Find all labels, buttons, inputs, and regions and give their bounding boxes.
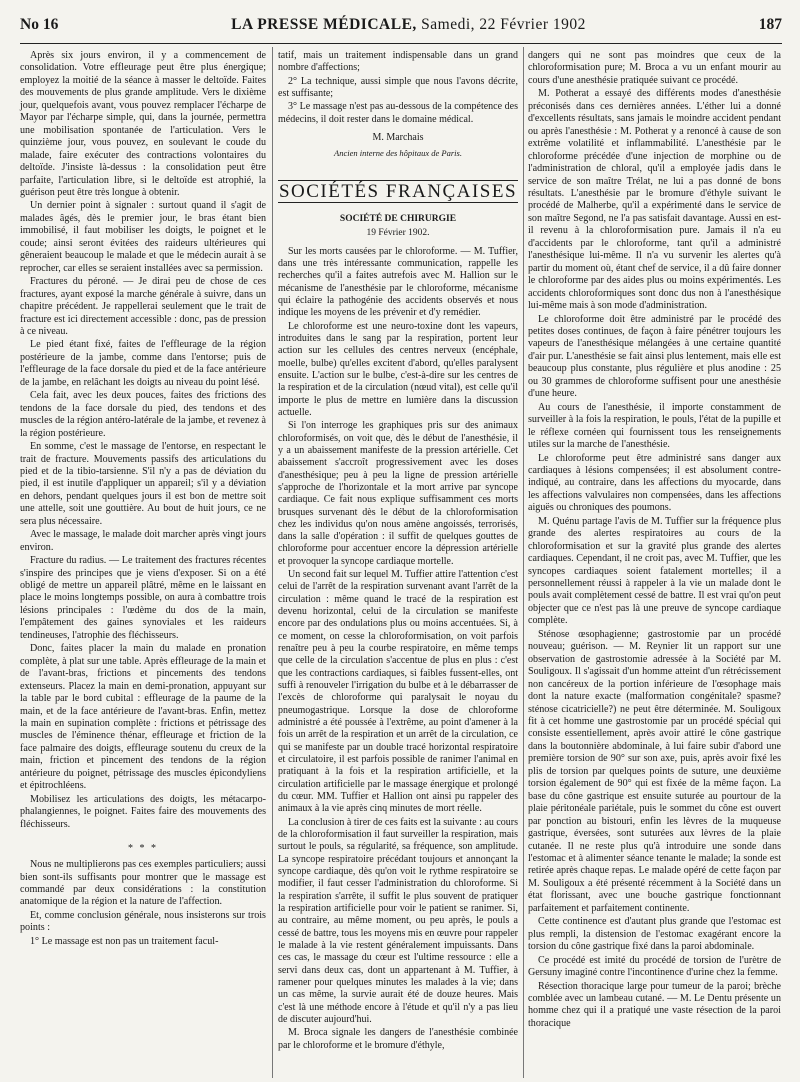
paragraph: Un dernier point à signaler : surtout quand il s'agit de malades âgés, dès le premier jour, le bras étant bien immobilisé, il faut mobiliser les doigts, le poignet et le coude; ainsi seront évitées des raideurs ultérieures qui gêneraient beaucoup le malade et que le médecin aurait à se reprocher, car elles se seraient installées avec sa permission. [20,200,266,274]
page-number: 187 [758,16,782,33]
page-header [20,16,782,42]
paragraph: dangers qui ne sont pas moindres que ceux de la chloroformisation pure; M. Broca a vu un enfant mourir au cours d'une anesthésie pratiquée suivant ce procédé. [528,50,781,86]
paragraph: Sur les morts causées par le chloroforme. — M. Tuffier, dans une très intéressante communication, rappelle les recherches qu'il a faites autrefois avec M. Hallion sur le mécanisme de l'anesthésie par le chloroforme, mécanisme qui éclaire la pathogénie des accidents observés et nous indique les moyens de les prévenir et d'y remédier. [278,245,518,319]
section-banner: SOCIÉTÉS FRANÇAISES [278,180,518,202]
column-divider [272,47,273,1078]
paragraph: Le chloroforme est une neuro-toxine dont les vapeurs, introduites dans le sang par la respiration, portent leur action sur les cellules des centres nerveux (encéphale, moelle, bulbe) qu'elles excitent d'abord, qu'elles paralysent ensuite. L'action sur le bulbe, c'est-à-dire sur les centres de la respiration et de la circulation (nœud vital), est celle qu'il importe le plus de mettre en lumière dans la discussion actuelle. [278,320,518,418]
paragraph: Un second fait sur lequel M. Tuffier attire l'attention c'est celui de l'arrêt de la respiration survenant avant l'arrêt de la circulation : même quand le tracé de la respiration est devenu horizontal, celui de la circulation se manifeste encore par des ondulations plus ou moins accentuées. Si, à ce moment, on cesse la chloroformisation, on voit parfois renaître peu à peu la courbe respiratoire, en même temps que celle de la circulation s'accentue de plus en plus : c'est que les contractions cardiaques, si faibles fussent-elles, ont suffi à renouveler l'irrigation du bulbe et à le débarrasser de l'excès de chloroforme qui paralysait le noyau du pneumogastrique. Lorsque la dose de chloroforme administré a été poussée à l'extrême, au point d'amener à la fois un arrêt de la respiration et un arrêt de la circulation, ce qui se manifeste par un double tracé horizontal respiratoire et circulatoire, il est parfois possible de ranimer l'animal en pratiquant à la fois et la respiration artificielle, et la circulation artificielle par le massage énergique et prolongé du cœur. MM. Tuffier et Hallion ont ainsi pu rappeler des animaux à la vie après cinq minutes de mort réelle. [278,569,518,815]
paragraph: Au cours de l'anesthésie, il importe constamment de surveiller à la fois la respiration, le pouls, l'état de la pupille et le réflexe cornéen qui fournissent tous les renseignements utiles sur la marche de l'anesthésie. [528,401,781,451]
paragraph: Résection thoracique large pour tumeur de la paroi; brèche comblée avec un lambeau cutané. — M. Le Dentu présente un homme chez qui il a pratiqué une vaste résection de la paroi thoracique [528,980,781,1029]
issue-date: Samedi, 22 Février 1902 [416,16,586,33]
column-1 [20,50,266,949]
paragraph: Fracture du radius. — Le traitement des fractures récentes s'inspire des principes que je viens d'exposer. Si on a été obligé de mettre un appareil plâtré, même en le laissant en place le moins longtemps possible, on aura à combattre trois lésions principales : l'œdème du dos de la main, l'empâtement des gaines synoviales et les raideurs tendineuses, l'atrophie des fléchisseurs. [20,555,266,641]
paragraph: 3° Le massage n'est pas au-dessous de la compétence des médecins, il doit rester dans le domaine médical. [278,101,518,125]
paragraph: 1° Le massage est non pas un traitement facul- [30,935,219,947]
author-name: M. Marchais [372,131,424,143]
journal-name: LA PRESSE MÉDICALE, [231,16,417,33]
society-name: SOCIÉTÉ DE CHIRURGIE [339,213,457,224]
paragraph: Et, comme conclusion générale, nous insisterons sur trois points : [20,909,266,934]
paragraph: Cette continence est d'autant plus grande que l'estomac est plus rempli, la distension de l'estomac exagérant encore la torsion du cône gastrique fixé dans la paroi abdominale. [528,916,781,953]
paragraph: Avec le massage, le malade doit marcher après vingt jours environ. [20,529,266,553]
paragraph: Donc, faites placer la main du malade en pronation complète, à plat sur une table. Après effleurage de la main et de l'avant-bras, frictions et pincements des tendons extenseurs. Placez la main en demi-pronation, appuyant sur la table par le bord cubital : effleurage de la paume de la main, et de la face antérieure de l'avant-bras. Enfin, mettez la main en supination complète : frictions et pétrissage des muscles de l'éminence thénar, effleurage et friction de la face palmaire des doigts, effleurage soutenu du creux de la main, friction et pincement des tendons de la région antérieure du poignet, pétrissage des muscles épicondyliens et épitrochléens. [20,643,266,792]
paragraph: Cela fait, avec les deux pouces, faites des frictions des tendons de la face dorsale du pied, des tendons et des muscles de la région antéro-latérale de la jambe, et revenez à la région postérieure. [20,390,266,439]
paragraph: Le chloroforme doit être administré par le procédé des petites doses continues, de façon à faire pénétrer toujours les vapeurs de l'anesthésique mélangées à une certaine quantité d'air pur. L'anesthésie se fait ainsi plus lentement, mais elle est beaucoup plus constante, plus régulière et plus anodine : 25 ou 30 grammes de chloroforme suffisent pour une anesthésie d'une heure. [528,313,781,400]
column-3 [528,50,781,1031]
column-divider [523,47,524,1078]
paragraph: En somme, c'est le massage de l'entorse, en respectant le trait de fracture. Mouvements passifs des articulations du pied et de la tibio-tarsienne. S'il n'y a pas de déviation du pied, il est inutile d'appliquer un appareil; s'il y a déviation en dehors, pendant quelques jours il est bon de mettre soit une attelle, soit une gouttière. Au bout de huit jours, ce ne sera plus nécessaire. [20,441,266,527]
paragraph: Fractures du péroné. — Je dirai peu de chose de ces fractures, ayant exposé la marche générale à suivre, dans un chapitre précédent. Je rappellerai seulement que le trait de fracture est ici directement accessible : donc, pas de pression à ce niveau. [20,276,266,337]
paragraph: Si l'on interroge les graphiques pris sur des animaux chloroformisés, on voit que, dès le début de l'anesthésie, il y a un abaissement manifeste de la pression artérielle. Cet abaissement s'accroît progressivement avec les doses d'anesthésique; peu à peu la ligne de pression artérielle s'approche de l'horizontale et la mort arrive par syncope cardiaque. Ce fait nous explique suffisamment ces morts brusques survenant dès le début de la chloroformisation chez les individus qu'on nous amène angoissés, terrorisés, dans la salle d'opération : il suffit de quelques gouttes de chloroforme pour accentuer encore la dépression artérielle et provoquer la syncope cardiaque mortelle. [278,420,518,567]
paragraph: Sténose œsophagienne; gastrostomie par un procédé nouveau; guérison. — M. Reynier lit un rapport sur une observation de gastrostomie adressée à la Société par M. Souligoux. Il s'agissait d'un homme atteint d'un rétrécissement non cancéreux de la portion inférieure de l'œsophage mais dont la nature exacte (malformation congénitale? spasme? sténose cicatricielle?) ne peut être déterminée. M. Souligoux fit à cet homme une gastrostomie par un procédé spécial qui consiste essentiellement, après avoir attiré le cône gastrique dans la boutonnière abdominale, à lui faire subir d'abord une première torsion de 90° sur son axe, puis, après avoir fixé les plis de torsion par quelques points de suture, une deuxième torsion également de 90° qui est fixée de la même façon. La base du cône gastrique est ensuite suturée au pourtour de la plaie péritonéale pariétale, puis le sommet du cône est ouvert par ponction au bistouri, enfin les lèvres de la muqueuse gastrique, éversées, sont suturées aux lèvres de la plaie cutanée. Il ne reste plus qu'à introduire une sonde dans l'estomac et à alimenter séance tenante le malade; la sonde est retirée après chaque repas. Le malade opéré de cette façon par M. Souligoux a été présenté récemment à la Société dans un état florissant, avec une bouche gastrique fonctionnant parfaitement et parfaitement continente. [528,628,781,914]
paragraph: Le chloroforme peut être administré sans danger aux cardiaques à lésions compensées; il est absolument contre-indiqué, au contraire, dans les affections du myocarde, dans les affections valvulaires non compensées, dans les affections aiguës ou chroniques des poumons. [528,452,781,514]
paragraph: tatif, mais un traitement indispensable dans un grand nombre d'affections; [278,50,518,74]
paragraph: M. Quénu partage l'avis de M. Tuffier sur la fréquence plus grande des alertes respiratoires au cours de la chloroformisation et sur la gravité plus grande des alertes cardiaques. Cependant, il ne croit pas, avec M. Tuffier, que les syncopes cardiaques soient fatalement mortelles; il a personnellement réussi à rappeler à la vie un malade dont le pouls avait complètement cessé de battre. Il est vrai qu'on peut objecter que ce n'est pas là une preuve de syncope cardiaque complète. [528,515,781,627]
paragraph: M. Broca signale les dangers de l'anesthésie combinée par le chloroforme et le bromure d'éthyle, [278,1027,518,1051]
section-separator: * * * [128,843,158,855]
session-date: 19 Février 1902. [366,228,430,239]
column-2 [278,50,518,1053]
paragraph: Mobilisez les articulations des doigts, les métacarpo-phalangiennes, le poignet. Faites faire des mouvements des fléchisseurs. [20,793,266,830]
author-title: Ancien interne des hôpitaux de Paris. [334,148,462,159]
paragraph: 2° La technique, aussi simple que nous l'avons décrite, est suffisante; [278,75,518,99]
paragraph: M. Potherat a essayé des différents modes d'anesthésie préconisés dans ces dernières années. L'éther lui a donné d'excellents résultats, sans jamais le moindre accident pendant ou après l'anesthésie : M. Potherat y a renoncé à cause de son extrême volatilité et inflammabilité. L'anesthésie par le chloroforme précédée d'une injection de morphine ou de l'administration de chloral, qu'il a employée jadis dans le service de son maître Trélat, ne lui a pas donné de bons résultats. L'anesthésie par le bromure d'éthyle suivant le procédé de Malherbe, qu'il a expérimenté dans le service de son maître Segond, ne l'a pas satisfait davantage. Aussi en est-il revenu à la chloroformisation pure. Jamais il n'a eu d'accidents par le chloroforme, tant qu'il a administré l'anesthésique lui-même. Il n'a vu survenir les alertes qu'à partir du moment où, étant chef de service, il a dû faire donner le chloroforme par des aides plus ou moins expérimentés. Les accidents chloroformiques sont donc dus non à l'anesthésique lui-même mais à son mode d'administration. [528,88,781,312]
paragraph: La conclusion à tirer de ces faits est la suivante : au cours de la chloroformisation il faut surveiller la respiration, mais surtout le pouls, sa régularité, sa fréquence, son amplitude. La syncope respiratoire précédant toujours et annonçant la syncope cardiaque, dès qu'on voit le rythme respiratoire se modifier, il faut cesser l'administration du chloroforme. Si la respiration s'arrête, il suffit le plus souvent de pratiquer la respiration artificielle pour voir le patient se ranimer. Si, au contraire, au même moment, ou peu après, le pouls a cessé de battre, tous les moyens mis en œuvre pour rappeler le malade à la vie restent généralement impuissants. Dans ces cas, le massage du cœur est l'ultime ressource : elle a servi dans deux cas, dont un appartenant à M. Tuffier, à ramener pour quelques minutes les malades à la vie; dans un cas même, la survie aurait été de douze heures. Mais c'est là une méthode encore à l'étude et qu'il n'y a pas lieu de discuter aujourd'hui. [278,816,518,1025]
paragraph: Ce procédé est imité du procédé de torsion de l'urètre de Gersuny imaginé contre l'incontinence d'urine chez la femme. [528,954,781,979]
header-rule [20,43,782,44]
paragraph: Après six jours environ, il y a commencement de consolidation. Votre effleurage peut être plus énergique; employez la moitié de la séance à masser le deltoïde. Faites des mouvements de plus grande amplitude. Vers le dixième jour, quelquefois avant, vous pouvez remplacer l'écharpe de Mayor par l'écharpe simple, qui, dans la journée, permettra une mobilisation spontanée de l'articulation. Vers le quinzième jour, vous pouvez, en soulevant le coude du malade, faire exécuter des contractions volontaires du deltoïde. J'insiste là-dessus : la consolidation peut être parfaite, l'articulation libre, si le deltoïde est atrophié, la guérison peut être très longue à obtenir. [20,50,266,198]
journal-title [231,16,586,34]
paragraph: Le pied étant fixé, faites de l'effleurage de la région postérieure de la jambe, comme dans l'entorse; puis de l'effleurage de la face dorsale du pied et de la face antérieure de la jambe, en relâchant les doigts au niveau du point lésé. [20,339,266,388]
author-signature [278,132,518,160]
issue-number: No 16 [20,16,59,33]
paragraph: Nous ne multiplierons pas ces exemples particuliers; aussi bien sont-ils suffisants pour montrer que le massage est commandé par deux considérations : la constitution anatomique de la région et la nature de l'affection. [20,859,266,908]
